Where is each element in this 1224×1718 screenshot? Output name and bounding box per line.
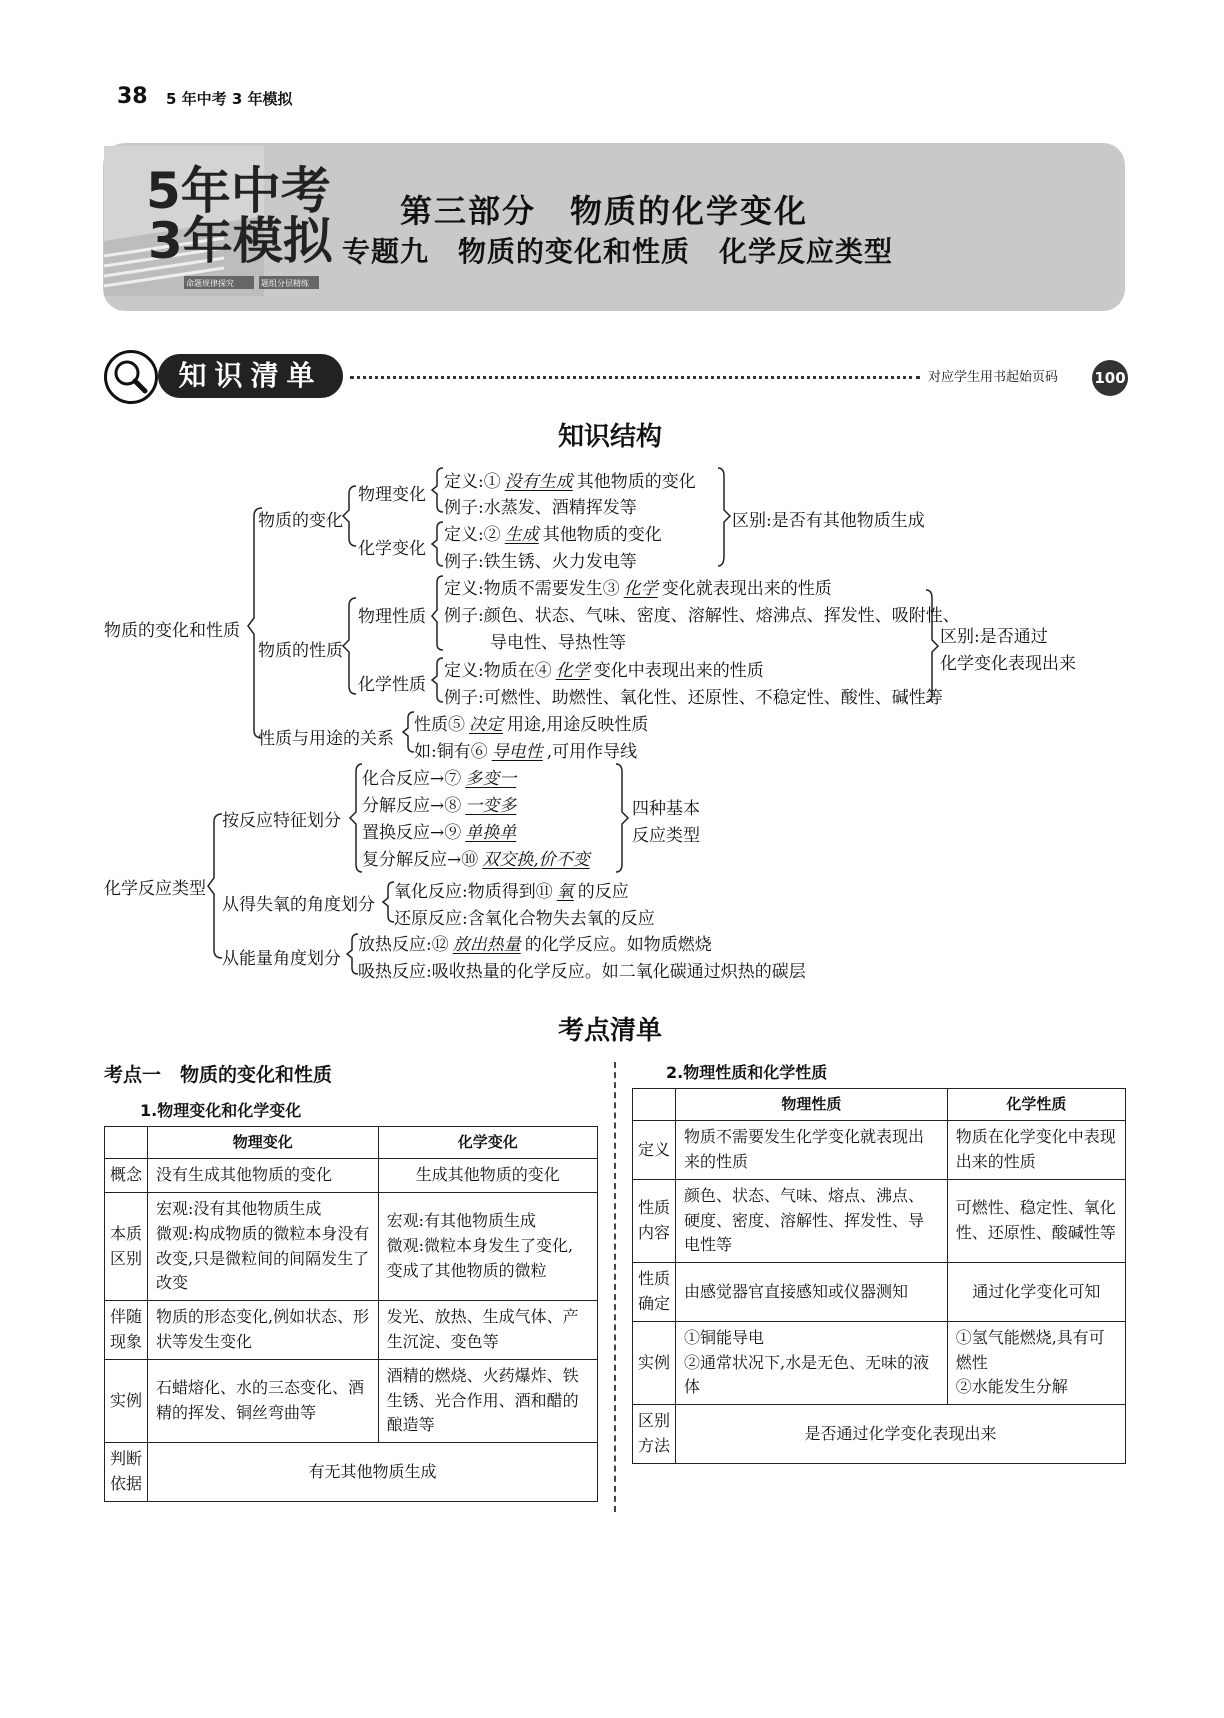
t1-row-label: 本质区别 bbox=[105, 1193, 148, 1301]
map-by-energy: 从能量角度划分 bbox=[222, 949, 341, 969]
map-property-difference-2: 化学变化表现出来 bbox=[940, 654, 1076, 674]
fill-blank-6: 导电性 bbox=[491, 742, 543, 762]
t1-cell-chemical: 酒精的燃烧、火药爆炸、铁生锈、光合作用、酒和醋的酿造等 bbox=[378, 1359, 597, 1442]
t2-cell-physical: 物质不需要发生化学变化就表现出来的性质 bbox=[676, 1121, 948, 1180]
map-pp-definition: 定义:物质不需要发生③ 化学 变化就表现出来的性质 bbox=[444, 579, 832, 599]
knowledge-structure-title: 知识结构 bbox=[558, 422, 663, 452]
t1-corner bbox=[105, 1127, 148, 1159]
table-row bbox=[633, 1121, 1126, 1180]
part-title: 第三部分 物质的化学变化 bbox=[400, 192, 809, 230]
fill-blank-3: 化学 bbox=[623, 579, 658, 599]
t2-header-chemical: 化学性质 bbox=[947, 1089, 1125, 1121]
map-four-types-1: 四种基本 bbox=[632, 799, 700, 819]
t1-row-label: 实例 bbox=[105, 1359, 148, 1442]
t1-cell-physical: 宏观:没有其他物质生成 微观:构成物质的微粒本身没有改变,只是微粒间的间隔发生了改变 bbox=[148, 1193, 379, 1301]
fill-blank-9: 单换单 bbox=[465, 823, 517, 843]
table-row bbox=[633, 1321, 1126, 1404]
t1-summary-cell: 有无其他物质生成 bbox=[148, 1443, 598, 1502]
table-row bbox=[633, 1405, 1126, 1464]
section-ref-text: 对应学生用书起始页码 bbox=[928, 370, 1059, 385]
logo-tag2: 题组分层精练 bbox=[261, 279, 309, 288]
table-property-comparison bbox=[632, 1088, 1126, 1464]
fill-blank-8: 一变多 bbox=[465, 796, 517, 816]
fill-blank-5: 决定 bbox=[469, 715, 503, 735]
map-reaction-1: 化合反应→⑦ 多变一 bbox=[362, 764, 520, 789]
book-title: 5 年中考 3 年模拟 bbox=[166, 90, 293, 108]
map-physical-change: 物理变化 bbox=[358, 485, 426, 505]
table2-caption: 2.物理性质和化学性质 bbox=[666, 1063, 828, 1082]
logo-tag1: 命题规律探究 bbox=[186, 279, 234, 288]
map-pc-example: 例子:水蒸发、酒精挥发等 bbox=[444, 498, 637, 518]
map-by-feature: 按反应特征划分 bbox=[222, 811, 341, 831]
map-pc-definition: 定义:① 没有生成 其他物质的变化 bbox=[444, 472, 696, 492]
table-row bbox=[105, 1193, 598, 1301]
map-change-difference: 区别:是否有其他物质生成 bbox=[732, 511, 925, 531]
logo-line1: 5年中考 bbox=[146, 162, 331, 220]
t1-cell-physical: 石蜡熔化、水的三态变化、酒精的挥发、铜丝弯曲等 bbox=[148, 1359, 379, 1442]
map-change: 物质的变化 bbox=[258, 511, 343, 531]
t1-row-label: 概念 bbox=[105, 1159, 148, 1193]
t2-row-label: 区别方法 bbox=[633, 1405, 676, 1464]
table-row bbox=[633, 1179, 1126, 1262]
map-pp-example-2: 导电性、导热性等 bbox=[490, 633, 626, 653]
t1-cell-physical: 物质的形态变化,例如状态、形状等发生变化 bbox=[148, 1301, 379, 1360]
column-divider bbox=[614, 1062, 616, 1512]
t1-cell-chemical: 发光、放热、生成气体、产生沉淀、变色等 bbox=[378, 1301, 597, 1360]
map-reaction-4: 复分解反应→⑩ 双交换,价不变 bbox=[362, 845, 594, 870]
t1-row-label: 判断依据 bbox=[105, 1443, 148, 1502]
t1-header-physical: 物理变化 bbox=[148, 1127, 379, 1159]
section-ref-page: 100 bbox=[1092, 360, 1128, 396]
map-physical-property: 物理性质 bbox=[358, 607, 426, 627]
table1-caption: 1.物理变化和化学变化 bbox=[140, 1101, 302, 1120]
logo-line2: 3年模拟 bbox=[148, 212, 333, 270]
map-use-1: 性质⑤ 决定 用途,用途反映性质 bbox=[414, 715, 649, 735]
fill-blank-12: 放出热量 bbox=[452, 935, 521, 955]
t2-cell-physical: 由感觉器官直接感知或仪器测知 bbox=[676, 1263, 948, 1322]
t1-row-label: 伴随现象 bbox=[105, 1301, 148, 1360]
page-number: 38 bbox=[117, 84, 148, 109]
table-change-comparison bbox=[104, 1126, 598, 1502]
map-cp-definition: 定义:物质在④ 化学 变化中表现出来的性质 bbox=[444, 661, 764, 681]
map-root-reaction-types: 化学反应类型 bbox=[104, 879, 206, 899]
t2-row-label: 性质确定 bbox=[633, 1263, 676, 1322]
t1-cell-physical: 没有生成其他物质的变化 bbox=[148, 1159, 379, 1193]
map-property: 物质的性质 bbox=[258, 641, 343, 661]
t2-row-label: 定义 bbox=[633, 1121, 676, 1180]
t2-cell-chemical: ①氢气能燃烧,具有可燃性 ②水能发生分解 bbox=[947, 1321, 1125, 1404]
map-cc-definition: 定义:② 生成 其他物质的变化 bbox=[444, 525, 662, 545]
map-by-oxygen: 从得失氧的角度划分 bbox=[222, 895, 375, 915]
fill-blank-1: 没有生成 bbox=[504, 472, 573, 492]
map-endothermic: 吸热反应:吸收热量的化学反应。如二氧化碳通过炽热的碳层 bbox=[358, 962, 806, 982]
map-four-types-2: 反应类型 bbox=[632, 826, 700, 846]
t2-cell-physical: ①铜能导电 ②通常状况下,水是无色、无味的液体 bbox=[676, 1321, 948, 1404]
fill-blank-4: 化学 bbox=[555, 661, 590, 681]
map-cc-example: 例子:铁生锈、火力发电等 bbox=[444, 552, 637, 572]
fill-blank-10: 双交换,价不变 bbox=[482, 850, 590, 870]
map-property-use: 性质与用途的关系 bbox=[258, 729, 394, 749]
section-label: 知识清单 bbox=[158, 354, 343, 398]
topic-title: 专题九 物质的变化和性质 化学反应类型 bbox=[342, 235, 894, 268]
map-use-2: 如:铜有⑥ 导电性 ,可用作导线 bbox=[414, 742, 638, 762]
t2-row-label: 实例 bbox=[633, 1321, 676, 1404]
table-row bbox=[633, 1263, 1126, 1322]
t2-corner bbox=[633, 1089, 676, 1121]
t2-cell-chemical: 物质在化学变化中表现出来的性质 bbox=[947, 1121, 1125, 1180]
table-row bbox=[105, 1159, 598, 1193]
t1-header-chemical: 化学变化 bbox=[378, 1127, 597, 1159]
map-chemical-property: 化学性质 bbox=[358, 675, 426, 695]
t2-row-label: 性质内容 bbox=[633, 1179, 676, 1262]
t2-cell-physical: 颜色、状态、气味、熔点、沸点、硬度、密度、溶解性、挥发性、导电性等 bbox=[676, 1179, 948, 1262]
map-reduction: 还原反应:含氧化合物失去氧的反应 bbox=[394, 909, 655, 929]
map-cp-example: 例子:可燃性、助燃性、氧化性、还原性、不稳定性、酸性、碱性等 bbox=[444, 688, 943, 708]
t2-summary-cell: 是否通过化学变化表现出来 bbox=[676, 1405, 1126, 1464]
map-root-change-property: 物质的变化和性质 bbox=[104, 621, 240, 641]
t2-cell-chemical: 通过化学变化可知 bbox=[947, 1263, 1125, 1322]
map-chemical-change: 化学变化 bbox=[358, 539, 426, 559]
exam-points-title: 考点清单 bbox=[558, 1016, 663, 1046]
table-row bbox=[105, 1359, 598, 1442]
exam-point-1-heading: 考点一 物质的变化和性质 bbox=[104, 1064, 333, 1086]
map-reaction-3: 置换反应→⑨ 单换单 bbox=[362, 818, 520, 843]
t1-cell-chemical: 宏观:有其他物质生成 微观:微粒本身发生了变化,变成了其他物质的微粒 bbox=[378, 1193, 597, 1301]
map-oxidation: 氧化反应:物质得到⑪ 氧 的反应 bbox=[394, 882, 629, 902]
fill-blank-7: 多变一 bbox=[465, 769, 517, 789]
map-reaction-2: 分解反应→⑧ 一变多 bbox=[362, 791, 520, 816]
t1-cell-chemical: 生成其他物质的变化 bbox=[378, 1159, 597, 1193]
t2-header-physical: 物理性质 bbox=[676, 1089, 948, 1121]
map-exothermic: 放热反应:⑫ 放出热量 的化学反应。如物质燃烧 bbox=[358, 935, 712, 955]
t2-cell-chemical: 可燃性、稳定性、氧化性、还原性、酸碱性等 bbox=[947, 1179, 1125, 1262]
map-pp-example-1: 例子:颜色、状态、气味、密度、溶解性、熔沸点、挥发性、吸附性、 bbox=[444, 606, 960, 626]
fill-blank-11: 氧 bbox=[556, 882, 574, 902]
table-row bbox=[105, 1443, 598, 1502]
table-row bbox=[105, 1301, 598, 1360]
map-property-difference-1: 区别:是否通过 bbox=[940, 627, 1048, 647]
fill-blank-2: 生成 bbox=[504, 525, 539, 545]
